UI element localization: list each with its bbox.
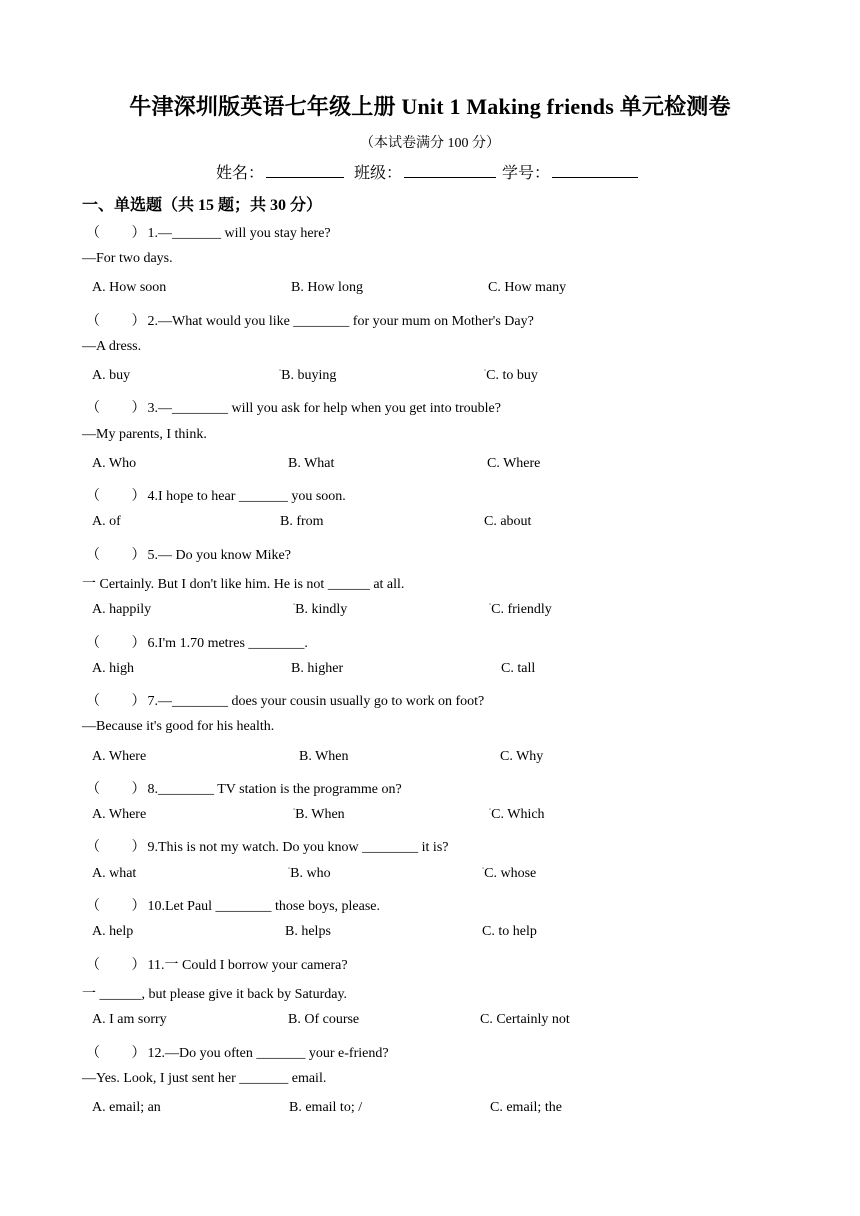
answer-paren[interactable]: （ ） [86,782,146,797]
option-marker-icon: ▫ [489,807,492,813]
option-text: B. Of course [288,1012,360,1027]
question-stem [86,222,331,242]
option-a[interactable] [92,866,136,882]
option-text: A. I am sorry [92,1012,167,1027]
name-blank[interactable] [266,162,344,178]
option-b[interactable] [293,807,345,823]
option-text: B. kindly [295,602,348,617]
question-text: 5.— Do you know Mike? [147,548,291,563]
option-a[interactable] [92,807,146,823]
option-b[interactable] [280,514,324,530]
question-stem [86,310,534,330]
question-stem [86,690,484,710]
option-a[interactable] [92,1100,161,1116]
option-c[interactable] [488,280,566,296]
answer-paren[interactable]: （ ） [86,636,146,651]
question-text: 4.I hope to hear _______ you soon. [147,489,346,504]
dialogue-line: —For two days. [82,251,173,266]
option-text: B. How long [291,280,363,295]
answer-paren[interactable]: （ ） [86,694,146,709]
option-b[interactable] [299,749,349,765]
option-text: B. higher [291,661,344,676]
option-text: C. How many [488,280,567,295]
option-text: C. about [484,514,532,529]
id-label: 学号： [502,165,551,182]
option-text: A. Where [92,807,147,822]
answer-paren[interactable]: （ ） [86,548,146,563]
option-c[interactable] [490,1100,562,1116]
question-text: 7.—________ does your cousin usually go to work on foot? [147,694,485,709]
option-text: A. high [92,661,134,676]
option-text: C. to help [482,924,537,939]
answer-paren[interactable]: （ ） [86,1046,146,1061]
question-stem [86,397,501,417]
option-text: B. helps [285,924,331,939]
option-text: C. to buy [486,368,538,383]
option-c[interactable] [484,514,531,530]
question-stem [86,954,348,974]
dialogue-line: —My parents, I think. [82,427,207,442]
option-text: A. help [92,924,134,939]
question-text: 11.一 Could I borrow your camera? [147,958,348,973]
class-label: 班级： [353,165,402,182]
option-b[interactable] [293,602,347,618]
option-a[interactable] [92,1012,167,1028]
question-text: 9.This is not my watch. Do you know ________ it is? [147,840,449,855]
answer-paren[interactable]: （ ） [86,899,146,914]
option-c[interactable] [487,456,540,472]
option-text: A. email; an [92,1100,161,1115]
option-a[interactable] [92,280,166,296]
option-marker-icon: ▫ [489,602,492,608]
option-text: A. Who [92,456,137,471]
option-text: A. of [92,514,121,529]
class-blank[interactable] [404,162,496,178]
option-text: B. who [290,866,331,881]
answer-paren[interactable]: （ ） [86,840,146,855]
option-text: B. When [295,807,345,822]
option-text: B. When [299,749,349,764]
answer-paren[interactable]: （ ） [86,489,146,504]
option-marker-icon: ▫ [482,866,485,872]
dialogue-line: —Because it's good for his health. [82,719,275,734]
option-a[interactable] [92,456,136,472]
option-text: C. Certainly not [480,1012,570,1027]
answer-paren[interactable]: （ ） [86,401,146,416]
question-text: 1.—_______ will you stay here? [147,226,331,241]
option-c[interactable] [482,866,536,882]
question-text: 2.—What would you like ________ for your mum on Mother's Day? [147,314,534,329]
option-b[interactable] [291,661,343,677]
option-marker-icon: ▫ [293,807,296,813]
question-text: 6.I'm 1.70 metres ________. [147,636,308,651]
option-text: A. Where [92,749,147,764]
question-stem [86,895,380,915]
question-stem [86,632,308,652]
option-marker-icon: ▫ [293,602,296,608]
option-a[interactable] [92,602,151,618]
option-a[interactable] [92,749,146,765]
option-c[interactable] [489,807,545,823]
option-marker-icon: ▫ [279,368,282,374]
option-text: C. tall [501,661,536,676]
option-marker-icon: ▫ [288,866,291,872]
answer-paren[interactable]: （ ） [86,314,146,329]
option-text: C. Why [500,749,544,764]
option-b[interactable] [288,1012,359,1028]
option-text: A. buy [92,368,131,383]
score-note: （本试卷满分 100 分） [360,136,500,151]
answer-paren[interactable]: （ ） [86,958,146,973]
option-text: B. from [280,514,324,529]
option-text: C. whose [484,866,537,881]
question-stem [86,778,402,798]
option-b[interactable] [285,924,331,940]
option-a[interactable] [92,661,134,677]
option-text: B. buying [281,368,337,383]
option-b[interactable] [291,280,363,296]
option-text: B. What [288,456,335,471]
name-label: 姓名： [215,165,264,182]
id-blank[interactable] [552,162,638,178]
option-text: C. Which [491,807,545,822]
option-text: A. what [92,866,137,881]
option-marker-icon: ▫ [484,368,487,374]
option-text: C. Where [487,456,541,471]
option-a[interactable] [92,514,121,530]
option-c[interactable] [482,924,537,940]
option-c[interactable] [501,661,535,677]
option-text: B. email to; / [289,1100,363,1115]
option-text: A. happily [92,602,152,617]
dialogue-line: —Yes. Look, I just sent her _______ email. [82,1071,327,1086]
option-text: C. friendly [491,602,552,617]
question-text: 3.—________ will you ask for help when you get into trouble? [147,401,501,416]
question-stem [86,544,291,564]
answer-paren[interactable]: （ ） [86,226,146,241]
option-b[interactable] [288,866,331,882]
question-stem [86,836,449,856]
option-b[interactable] [288,456,334,472]
option-c[interactable] [500,749,543,765]
option-text: C. email; the [490,1100,562,1115]
question-text: 8.________ TV station is the programme on? [147,782,402,797]
option-b[interactable] [289,1100,362,1116]
question-stem [86,1042,389,1062]
dialogue-line: 一 ______, but please give it back by Saturday. [82,987,348,1002]
option-c[interactable] [484,368,538,384]
dialogue-line: —A dress. [82,339,142,354]
question-stem [86,485,346,505]
option-c[interactable] [480,1012,570,1028]
option-b[interactable] [279,368,336,384]
question-text: 10.Let Paul ________ those boys, please. [147,899,381,914]
option-c[interactable] [489,602,552,618]
page-title: 牛津深圳版英语七年级上册 Unit 1 Making friends 单元检测卷 [129,94,731,119]
student-info [0,160,860,183]
option-a[interactable] [92,924,133,940]
dialogue-line: 一 Certainly. But I don't like him. He is not ______ at all. [82,577,405,592]
option-a[interactable] [92,368,130,384]
question-text: 12.—Do you often _______ your e-friend? [147,1046,389,1061]
section-title: 一、单选题（共 15 题；共 30 分） [82,197,323,214]
option-text: A. How soon [92,280,167,295]
